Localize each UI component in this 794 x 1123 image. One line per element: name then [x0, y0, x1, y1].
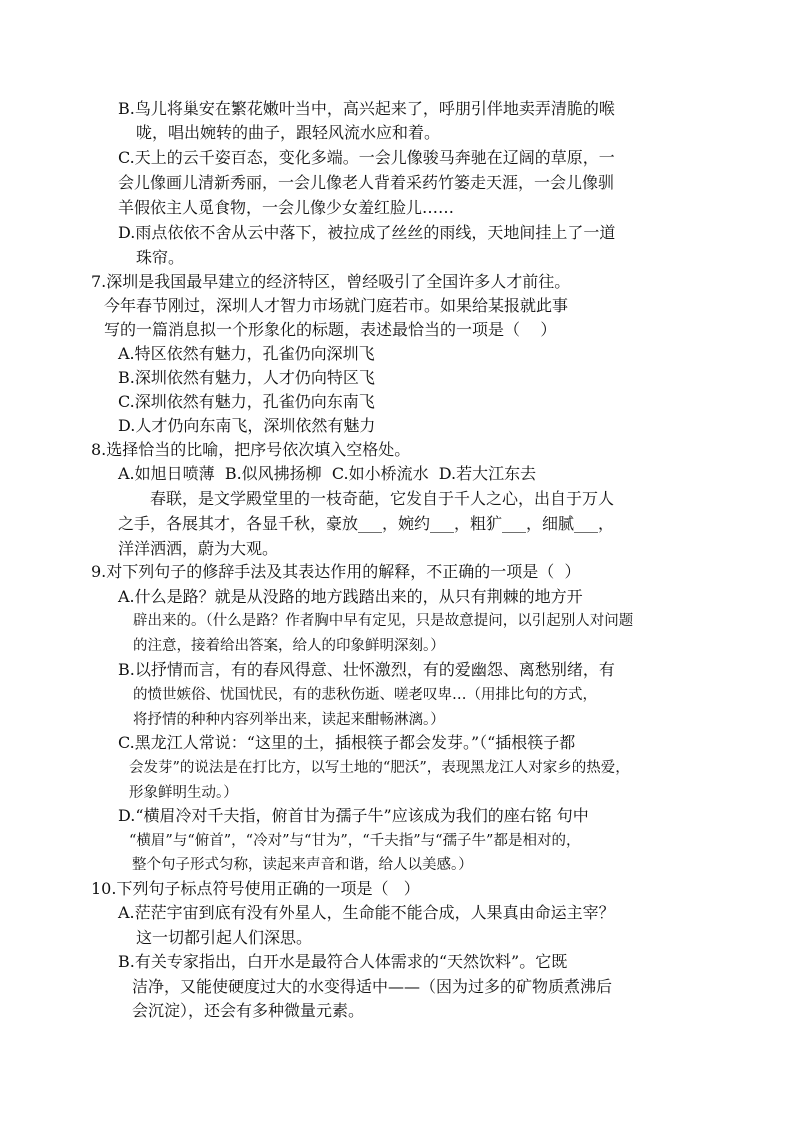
q10-option-b-line-2: 洁净，又能使硬度过大的水变得适中——（因为过多的矿物质煮沸后 — [132, 977, 613, 996]
option-c-line-1: C.天上的云千姿百态，变化多端。一会儿像骏马奔驰在辽阔的草原，一 — [118, 148, 615, 167]
question-7-line-2: 今年春节刚过，深圳人才智力市场就门庭若市。如果给某报就此事 — [104, 296, 569, 315]
q9-option-c-line-3: 形象鲜明生动。） — [129, 785, 238, 801]
q9-option-c-line-2: 会发芽”的说法是在打比方，以写土地的“肥沃”，表现黑龙江人对家乡的热爱， — [129, 760, 630, 776]
question-10-line-1: 10.下列句子标点符号使用正确的一项是（ ） — [91, 879, 420, 898]
question-8-line-1: 8.选择恰当的比喻，把序号依次填入空格处。 — [91, 440, 411, 459]
option-b-line-2: 咙，唱出婉转的曲子，跟轻风流水应和着。 — [136, 123, 441, 142]
q10-option-a-line-2: 这一切都引起人们深思。 — [136, 928, 313, 947]
q9-option-d-line-3: 整个句子形式匀称，读起来声音和谐，给人以美感。） — [132, 857, 473, 873]
q9-option-a-line-3: 的注意，接着给出答案，给人的印象鲜明深刻。） — [133, 638, 445, 654]
q7-option-c: C.深圳依然有魅力，孔雀仍向东南飞 — [118, 392, 375, 411]
option-c-line-3: 羊假依主人觅食物，一会儿像少女羞红脸儿…… — [118, 198, 455, 217]
q9-option-a-line-2: 辟出来的。（什么是路？作者胸中早有定见，只是故意提问，以引起别人对问题 — [133, 613, 634, 629]
question-7-line-1: 7.深圳是我国最早建立的经济特区，曾经吸引了全国许多人才前往。 — [91, 272, 571, 291]
q8-options: A.如旭日喷薄 B.似风拂扬柳 C.如小桥流水 D.若大江东去 — [118, 464, 537, 483]
q9-option-b-line-1: B.以抒情而言，有的春风得意、壮怀激烈，有的爱幽怨、离愁别绪，有 — [118, 660, 615, 679]
q9-option-b-line-2: 的愤世嫉俗、忧国忧民，有的悲秋伤逝、嗟老叹卑…（用排比句的方式， — [133, 687, 597, 703]
q7-option-a: A.特区依然有魅力，孔雀仍向深圳飞 — [118, 344, 375, 363]
q9-option-d-line-1: D.“横眉冷对千夫指，俯首甘为孺子牛”应该成为我们的座右铭 句中 — [118, 806, 589, 825]
question-7-line-3: 写的一篇消息拟一个形象化的标题，表述最恰当的一项是（ ） — [104, 320, 557, 339]
q8-passage-line-3: 洋洋洒洒，蔚为大观。 — [118, 539, 279, 558]
q9-option-b-line-3: 将抒情的种种内容列举出来，读起来酣畅淋漓。） — [133, 712, 445, 728]
q7-option-d: D.人才仍向东南飞，深圳依然有魅力 — [118, 416, 376, 435]
q9-option-c-line-1: C.黑龙江人常说：“这里的土，插根筷子都会发芽。”（“插根筷子都 — [118, 733, 576, 752]
q7-option-b: B.深圳依然有魅力，人才仍向特区飞 — [118, 368, 375, 387]
q8-passage-line-1: 春联，是文学殿堂里的一枝奇葩，它发自于千人之心，出自于万人 — [150, 489, 615, 508]
option-d-line-2: 珠帘。 — [136, 248, 185, 267]
q10-option-a-line-1: A.茫茫宇宙到底有没有外星人，生命能不能合成，人果真由命运主宰？ — [118, 903, 615, 922]
q10-option-b-line-1: B.有关专家指出，白开水是最符合人体需求的“天然饮料”。它既 — [118, 952, 568, 971]
option-b-line-1: B.鸟儿将巢安在繁花嫩叶当中，高兴起来了，呼朋引伴地卖弄清脆的喉 — [118, 99, 615, 118]
option-d-line-1: D.雨点依依不舍从云中落下，被拉成了丝丝的雨线，天地间挂上了一道 — [118, 223, 616, 242]
q8-passage-line-2: 之手，各展其才，各显千秋，豪放___，婉约___，粗犷___，细腻___， — [118, 514, 615, 533]
q10-option-b-line-3: 会沉淀），还会有多种微量元素。 — [132, 1001, 365, 1020]
option-c-line-2: 会儿像画儿清新秀丽，一会儿像老人背着采药竹篓走天涯，一会儿像驯 — [118, 173, 615, 192]
q9-option-d-line-2: “横眉”与“俯首”，“冷对”与“甘为”，“千夫指”与“孺子牛”都是相对的， — [129, 833, 581, 849]
q9-option-a-line-1: A.什么是路？就是从没路的地方践踏出来的，从只有荆棘的地方开 — [118, 587, 583, 606]
question-9-line-1: 9.对下列句子的修辞手法及其表达作用的解释，不正确的一项是（ ） — [91, 562, 581, 581]
